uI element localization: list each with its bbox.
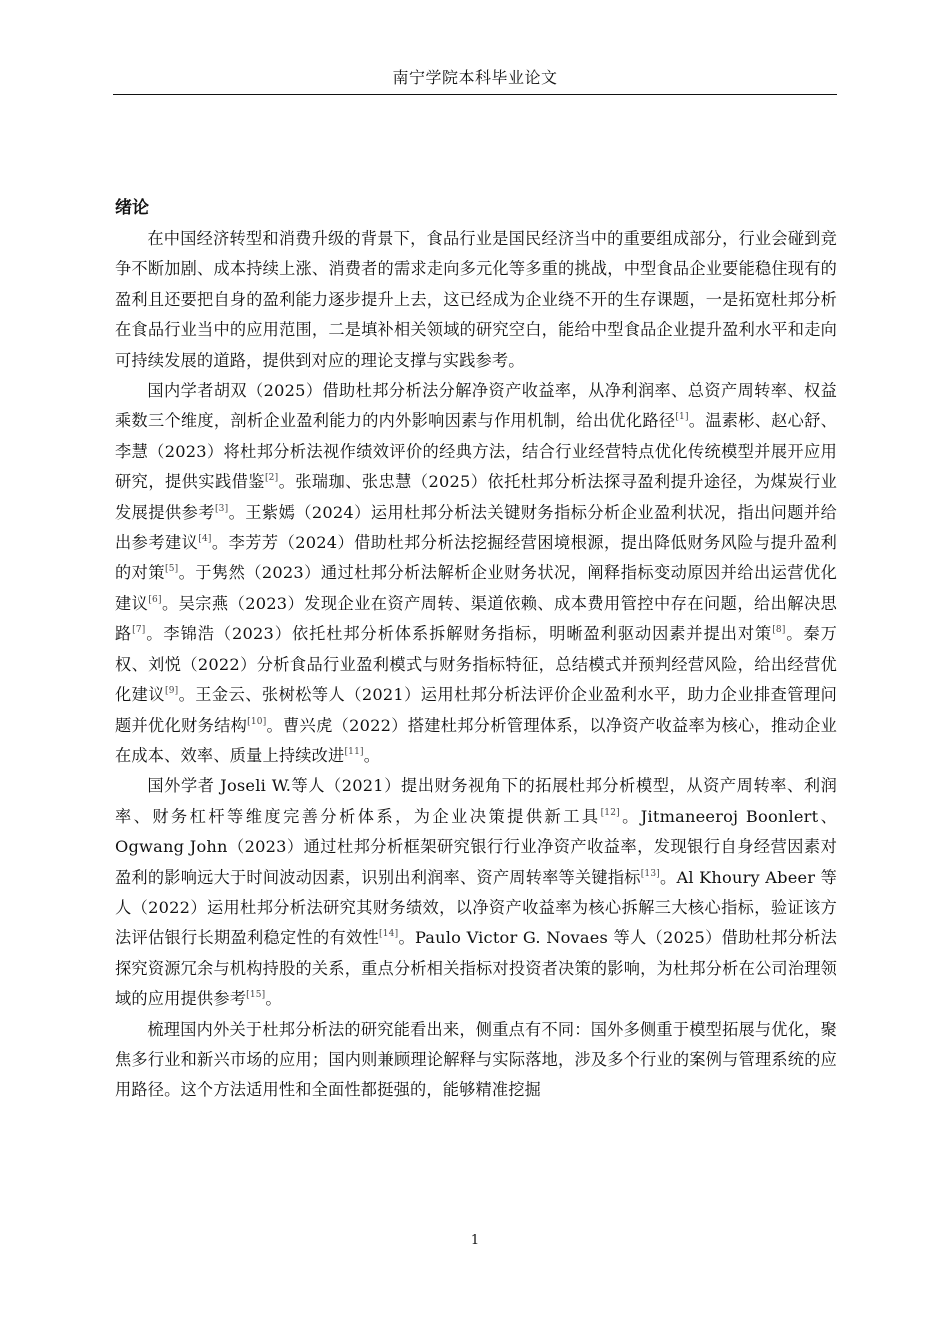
text-run: 。Al Khoury Abeer 等人（2022）运用杜邦分析法研究其财务绩效，以净资产收益率为核心拆解三大核心指标，验证该方法评估银行长期盈利稳定性的有效性 xyxy=(115,867,837,948)
citation-10: [10] xyxy=(247,716,267,727)
text-run: 。王金云、张树松等人（2021）运用杜邦分析法评价企业盈利水平，助力企业排查管理问题并优化财务结构 xyxy=(115,685,837,735)
paragraph-summary: 梳理国内外关于杜邦分析法的研究能看出来，侧重点有不同：国外多侧重于模型拓展与优化，聚焦多行业和新兴市场的应用；国内则兼顾理论解释与实际落地，涉及多个行业的案例与管理系统的应用路径。这个方法适用性和全面性都挺强的，能够精准挖掘 xyxy=(115,1019,837,1100)
header-divider xyxy=(113,94,837,95)
citation-4: [4] xyxy=(198,534,212,545)
citation-15: [15] xyxy=(246,990,266,1001)
text-run: 。李芳芳（2024）借助杜邦分析法挖掘经营困境根源，提出降低财务风险与提升盈利的对策 xyxy=(115,533,837,583)
text-run: 。曹兴虎（2022）搭建杜邦分析管理体系，以净资产收益率为核心，推动企业在成本、效率、质量上持续改进 xyxy=(115,715,837,765)
text-run: 。秦万权、刘悦（2022）分析食品行业盈利模式与财务指标特征，总结模式并预判经营风险，给出经营优化建议 xyxy=(115,624,838,705)
citation-11: [11] xyxy=(344,746,364,757)
text-run: 。温素彬、赵心舒、李慧（2023）将杜邦分析法视作绩效评价的经典方法，结合行业经营特点优化传统模型并展开应用研究，提供实践借鉴 xyxy=(115,411,837,492)
text-run: 。李锦浩（2023）依托杜邦分析体系拆解财务指标，明晰盈利驱动因素并提出对策 xyxy=(145,624,773,644)
paragraph-foreign-review xyxy=(115,771,837,1014)
text-run: 。 xyxy=(363,745,381,765)
text-run: 。吴宗燕（2023）发现企业在资产周转、渠道依赖、成本费用管控中存在问题，给出解决思路 xyxy=(115,593,838,644)
citation-13: [13] xyxy=(640,868,660,879)
text-run: 。Paulo Victor G. Novaes 等人（2025）借助杜邦分析法探究资源冗余与机构持股的关系，重点分析相关指标对投资者决策的影响，为杜邦分析在公司治理领域的应用提供参考 xyxy=(115,928,837,1009)
citation-7: [7] xyxy=(132,625,146,636)
citation-14: [14] xyxy=(379,929,399,940)
text-run: 国外学者 Joseli W.等人（2021）提出财务视角下的拓展杜邦分析模型，从资产周转率、利润率、财务杠杆等维度完善分析体系，为企业决策提供新工具 xyxy=(115,776,837,826)
text-run: 国内学者胡双（2025）借助杜邦分析法分解净资产收益率，从净利润率、总资产周转率、权益乘数三个维度，剖析企业盈利能力的内外影响因素与作用机制，给出优化路径 xyxy=(115,381,837,431)
text-run: 。张瑞珈、张忠慧（2025）依托杜邦分析法探寻盈利提升途径，为煤炭行业发展提供参考 xyxy=(115,472,837,522)
citation-3: [3] xyxy=(214,503,229,514)
citation-2: [2] xyxy=(264,473,279,484)
section-heading: 绪论 xyxy=(115,198,149,218)
paragraph-background: 在中国经济转型和消费升级的背景下，食品行业是国民经济当中的重要组成部分，行业会碰到竞争不断加剧、成本持续上涨、消费者的需求走向多元化等多重的挑战，中型食品企业要能稳住现有的盈利且还要把自身的盈利能力逐步提升上去，这已经成为企业绕不开的生存课题，一是拓宽杜邦分析在食品行业当中的应用范围，二是填补相关领域的研究空白，能给中型食品企业提升盈利水平和走向可持续发展的道路，提供到对应的理论支撑与实践参考。 xyxy=(115,229,837,370)
text-run: 。于隽然（2023）通过杜邦分析法解析企业财务状况，阐释指标变动原因并给出运营优化建议 xyxy=(115,563,837,613)
text-run: 。 xyxy=(265,989,282,1009)
page-number: 1 xyxy=(470,1233,480,1248)
running-header: 南宁学院本科毕业论文 xyxy=(392,68,558,87)
text-run: 。Jitmaneeroj Boonlert、Ogwang John（2023）通过杜邦分析框架研究银行行业净资产收益率，发现银行自身经营因素对盈利的影响远大于时间波动因素，识别出利润率、资产周转率等关键指标 xyxy=(115,806,837,887)
citation-5: [5] xyxy=(164,564,179,575)
body-text xyxy=(115,224,837,1106)
citation-12: [12] xyxy=(600,807,620,818)
citation-1: [1] xyxy=(675,412,689,423)
citation-6: [6] xyxy=(148,594,162,605)
text-run: 。王紫嫣（2024）运用杜邦分析法关键财务指标分析企业盈利状况，指出问题并给出参考建议 xyxy=(115,502,838,553)
citation-8: [8] xyxy=(772,625,786,636)
citation-9: [9] xyxy=(164,686,179,697)
paragraph-domestic-review xyxy=(115,376,837,771)
